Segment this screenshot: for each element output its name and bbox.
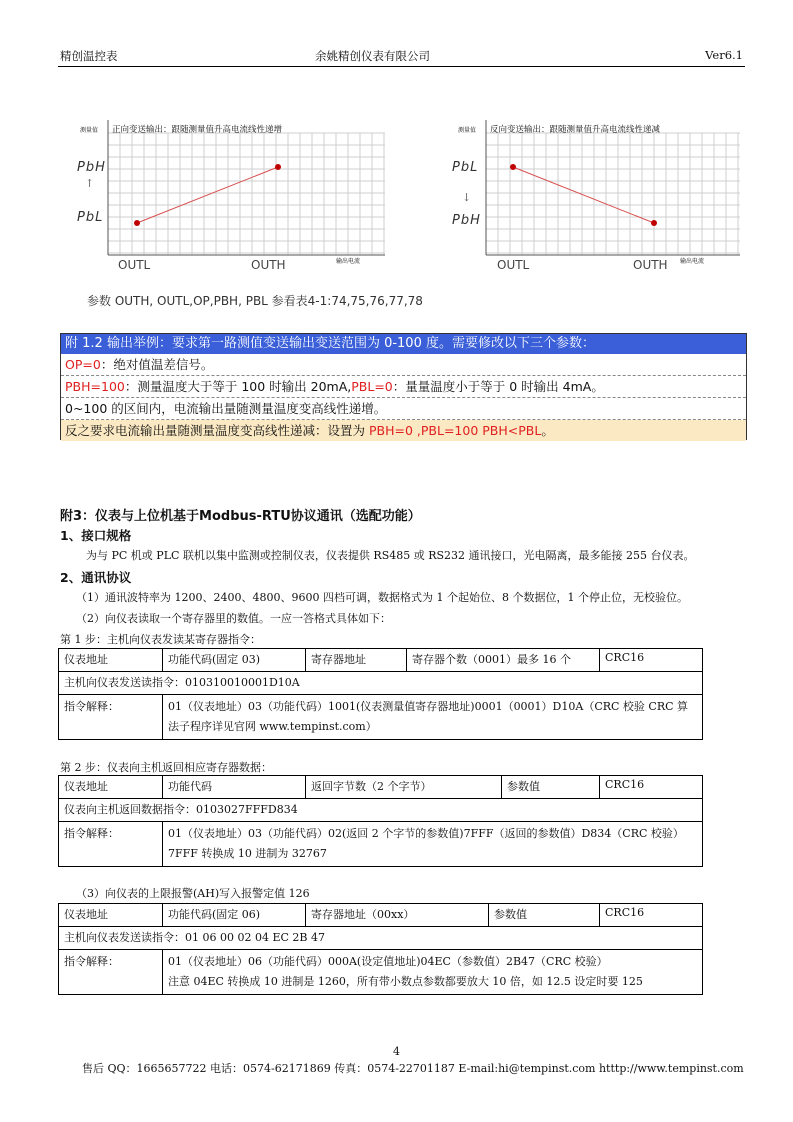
- chart-reverse: [440, 115, 740, 280]
- page-header: [60, 48, 743, 66]
- table-row: 指令解释： 01（仪表地址）06（功能代码）000A(设定值地址)04EC（参数值）2B47（CRC 校验） 注意 04EC 转换成 10 进制是 1260，所有带小数点参数都要放大 10 倍，如 12.5 设定时要 125: [59, 950, 703, 995]
- x-right-label: OUTH: [633, 258, 668, 272]
- point-pbl: [510, 164, 516, 170]
- section-interface: 1、接口规格: [60, 528, 132, 543]
- y-top-label: PbL: [452, 160, 479, 175]
- y-bottom-label: PbH: [452, 213, 481, 228]
- params-note: 参数 OUTH, OUTL,OP,PBH, PBL 参看表4-1:74,75,76,77,78: [87, 294, 423, 308]
- header-rule: [58, 66, 745, 67]
- chart-title: 正向变送输出：跟随测量值升高电流线性递增: [112, 125, 283, 135]
- table-row: 指令解释： 01（仪表地址）03（功能代码）1001(仪表测量值寄存器地址)0001（0001）D10A（CRC 校验 CRC 算法子程序详见官网 www.tempinst.com）: [59, 695, 703, 740]
- x-left-label: OUTL: [497, 258, 530, 272]
- step1-label: 第 1 步：主机向仪表发读某寄存器指令：: [60, 633, 261, 646]
- y-bottom-label: PbL: [77, 210, 104, 225]
- chart-forward: [60, 115, 390, 280]
- table-write-command: [58, 903, 703, 995]
- point-pbh: [651, 220, 657, 226]
- x-right-label: OUTH: [251, 258, 286, 272]
- table-row: 仪表地址 功能代码(固定 03) 寄存器地址 寄存器个数（0001）最多 16 个 CRC16: [59, 649, 703, 672]
- down-arrow-icon: ↓: [462, 191, 472, 204]
- protocol-p2: （2）向仪表读取一个寄存器里的数值。一应一答格式具体如下：: [76, 612, 391, 625]
- table-row: 指令解释： 01（仪表地址）03（功能代码）02(返回 2 个字节的参数值)7FFF（返回的参数值）D834（CRC 校验） 7FFF 转换成 10 进制为 32767: [59, 822, 703, 867]
- protocol-p3: （3）向仪表的上限报警(AH)写入报警定值 126: [76, 887, 310, 900]
- step2-label: 第 2 步：仪表向主机返回相应寄存器数据：: [60, 761, 272, 774]
- example-line-1: OP=0：绝对值温差信号。: [61, 354, 746, 376]
- header-version: Ver6.1: [705, 48, 743, 62]
- protocol-p1: （1）通讯波特率为 1200、2400、4800、9600 四档可调，数据格式为 1 个起始位、8 个数据位，1 个停止位，无校验位。: [76, 591, 688, 604]
- x-left-label: OUTL: [118, 258, 151, 272]
- x-axis-label: 输出电流: [336, 258, 361, 265]
- header-left: 精创温控表: [60, 49, 118, 63]
- table-read-command: [58, 648, 703, 740]
- example-box: [60, 333, 747, 440]
- footer-contact: 售后 QQ：1665657722 电话：0574-62171869 传真：0574-22701187 E-mail:hi@tempinst.com htttp://www.tempinst.com: [82, 1062, 744, 1075]
- table-row: 仪表向主机返回数据指令：0103027FFFD834: [59, 799, 703, 822]
- y-top-label: PbH: [77, 160, 106, 175]
- output-line: [137, 167, 278, 223]
- point-pbl: [134, 220, 140, 226]
- example-line-3: 0~100 的区间内，电流输出量随测量温度变高线性递增。: [61, 398, 746, 420]
- example-title: 附 1.2 输出举例：要求第一路测值变送输出变送范围为 0-100 度。需要修改以下三个参数：: [61, 334, 746, 354]
- x-axis-label: 输出电流: [680, 258, 705, 265]
- y-axis-label: 测量值: [458, 127, 477, 134]
- table-row: 仪表地址 功能代码 返回字节数（2 个字节） 参数值 CRC16: [59, 776, 703, 799]
- table-row: 主机向仪表发送读指令：010310010001D10A: [59, 672, 703, 695]
- table-response: [58, 775, 703, 867]
- header-company: 余姚精创仪表有限公司: [315, 49, 430, 63]
- section-protocol: 2、通讯协议: [60, 570, 132, 585]
- interface-text: 为与 PC 机或 PLC 联机以集中监测或控制仪表，仪表提供 RS485 或 RS232 通讯接口，光电隔离，最多能接 255 台仪表。: [86, 549, 695, 562]
- point-pbh: [275, 164, 281, 170]
- example-line-4: 反之要求电流输出量随测量温度变高线性递减：设置为 PBH=0 ,PBL=100 PBH<PBL。: [61, 420, 746, 441]
- table-row: 仪表地址 功能代码(固定 06) 寄存器地址（00xx） 参数值 CRC16: [59, 904, 703, 927]
- chart-title: 反向变送输出：跟随测量值升高电流线性递减: [490, 125, 661, 135]
- y-axis-label: 测量值: [80, 127, 99, 134]
- table-row: 主机向仪表发送读指令：01 06 00 02 04 EC 2B 47: [59, 927, 703, 950]
- up-arrow-icon: ↑: [85, 177, 95, 190]
- page-number: 4: [393, 1045, 400, 1058]
- appendix-title: 附3：仪表与上位机基于Modbus-RTU协议通讯（选配功能）: [60, 509, 421, 524]
- example-line-2: PBH=100：测量温度大于等于 100 时输出 20mA,PBL=0：量量温度小于等于 0 时输出 4mA。: [61, 376, 746, 398]
